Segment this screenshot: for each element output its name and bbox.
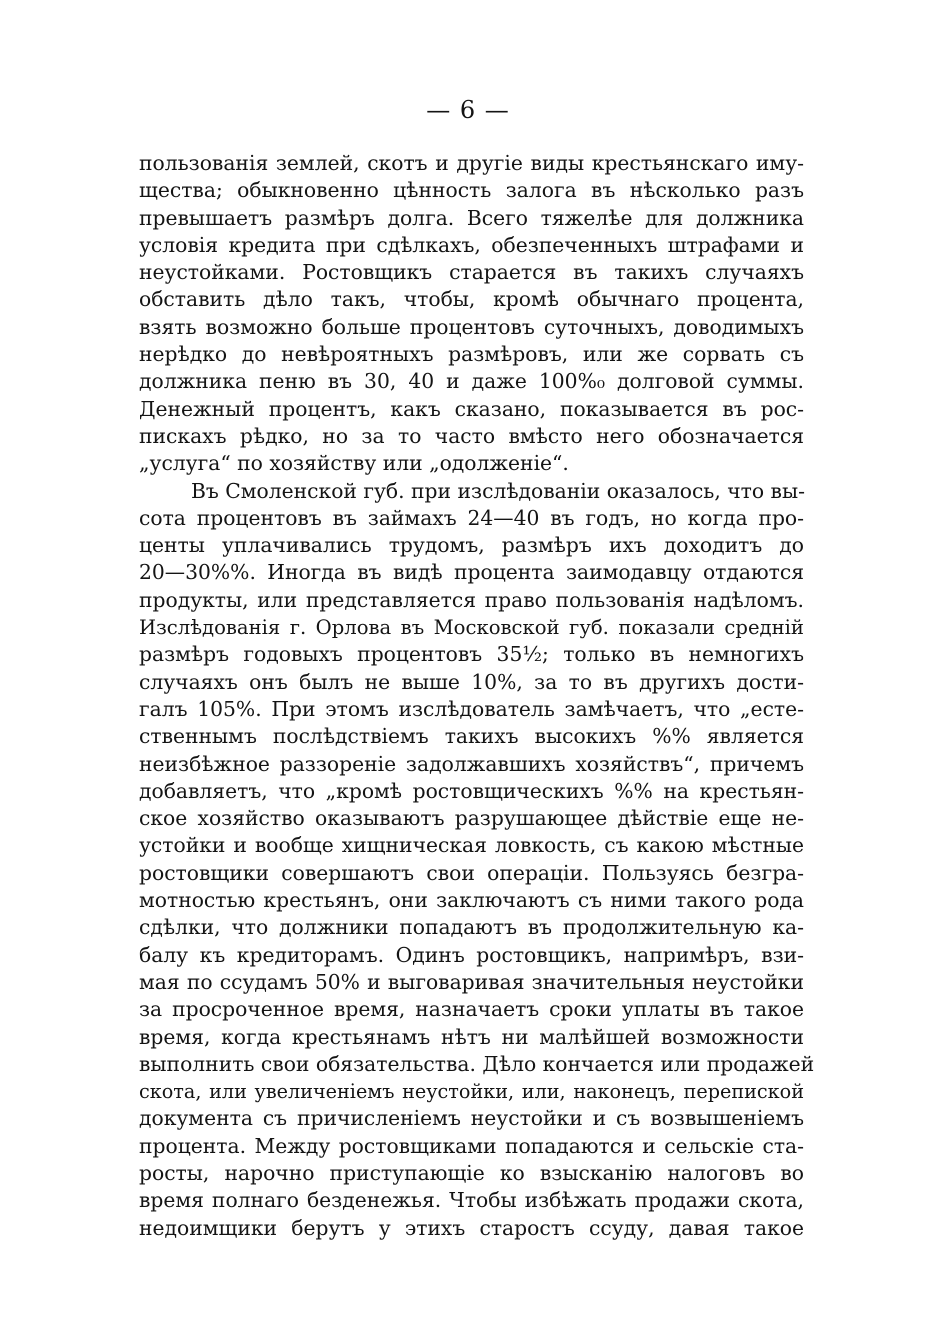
text-line: центы уплачивались трудомъ, размѣръ ихъ доходитъ до [139,533,804,558]
text-line: Изслѣдованія г. Орлова въ Московской губ. показали средній [139,616,804,640]
text-line: ское хозяйство оказываютъ разрушающее дѣйствіе еще не- [139,806,804,831]
paragraph-1 [139,150,804,478]
text-line: неустойками. Ростовщикъ старается въ такихъ случаяхъ [139,260,804,285]
text-line: Денежный процентъ, какъ сказано, показывается въ рос- [139,396,804,421]
text-line: росты, нарочно приступающіе ко взысканію налоговъ во [139,1160,804,1185]
text-line: случаяхъ онъ былъ не выше 10%, за то въ другихъ дости- [139,669,804,694]
text-line: время полнаго безденежья. Чтобы избѣжать продажи скота, [139,1188,804,1213]
text-line: размѣръ годовыхъ процентовъ 35½; только въ немногихъ [139,642,804,667]
text-line: сдѣлки, что должники попадаютъ въ продолжительную ка- [139,915,804,940]
text-line: продукты, или представляется право пользованія надѣломъ. [139,587,804,612]
text-line: Въ Смоленской губ. при изслѣдованіи оказалось, что вы- [191,478,805,503]
text-line: балу къ кредиторамъ. Одинъ ростовщикъ, напримѣръ, взи- [139,942,804,967]
text-body [139,150,815,1242]
text-line: сота процентовъ въ займахъ 24—40 въ годъ, но когда про- [139,505,804,530]
text-line: превышаетъ размѣръ долга. Всего тяжелѣе для должника [139,205,804,230]
text-line: скота, или увеличеніемъ неустойки, или, наконецъ, перепиской [139,1080,804,1104]
text-line: „услуга“ по хозяйству или „одолженіе“. [139,451,569,476]
text-line: условія кредита при сдѣлкахъ, обезпеченныхъ штрафами и [139,232,804,257]
text-line: процента. Между ростовщиками попадаются и сельскіе ста- [139,1133,804,1158]
text-line: устойки и вообще хищническая ловкость, съ какою мѣстные [139,833,804,858]
text-line: мотностью крестьянъ, они заключаютъ съ ними такого рода [139,888,804,913]
text-line: недоимщики берутъ у этихъ старостъ ссуду, давая такое [139,1215,804,1240]
text-line: галъ 105%. При этомъ изслѣдователь замѣчаетъ, что „есте- [139,696,804,721]
text-line: пискахъ рѣдко, но за то часто вмѣсто него обозначается [139,423,804,448]
text-line: выполнить свои обязательства. Дѣло кончается или продажей [139,1051,815,1076]
text-line: неизбѣжное раззореніе задолжавшихъ хозяйствъ“, причемъ [139,751,804,776]
text-line: щества; обыкновенно цѣнность залога въ нѣсколько разъ [139,178,804,203]
text-line: 20—30%%. Иногда въ видѣ процента заимодавцу отдаются [139,560,804,585]
text-line: должника пеню въ 30, 40 и даже 100%₀ долговой суммы. [139,369,804,394]
text-line: взять возможно больше процентовъ суточныхъ, доводимыхъ [139,314,804,339]
text-line: нерѣдко до невѣроятныхъ размѣровъ, или же сорвать съ [139,342,804,367]
text-line: ростовщики совершаютъ свои операціи. Пользуясь безгра- [139,860,804,885]
text-line: мая по ссудамъ 50% и выговаривая значительныя неустойки [139,969,804,994]
text-line: время, когда крестьянамъ нѣтъ ни малѣйшей возможности [139,1024,804,1049]
text-line: пользованія землей, скотъ и другіе виды крестьянскаго иму- [139,151,804,175]
text-line: добавляетъ, что „кромѣ ростовщическихъ %% на крестьян- [139,778,804,803]
text-line: за просроченное время, назначаетъ сроки уплаты въ такое [139,997,804,1022]
page-number-header: — 6 — [426,96,510,124]
text-line: ственнымъ послѣдствіемъ такихъ высокихъ %% является [139,724,804,749]
text-line: документа съ причисленіемъ неустойки и съ возвышеніемъ [139,1106,804,1131]
paragraph-2 [139,478,815,1242]
text-line: обставить дѣло такъ, чтобы, кромѣ обычнаго процента, [139,287,804,312]
